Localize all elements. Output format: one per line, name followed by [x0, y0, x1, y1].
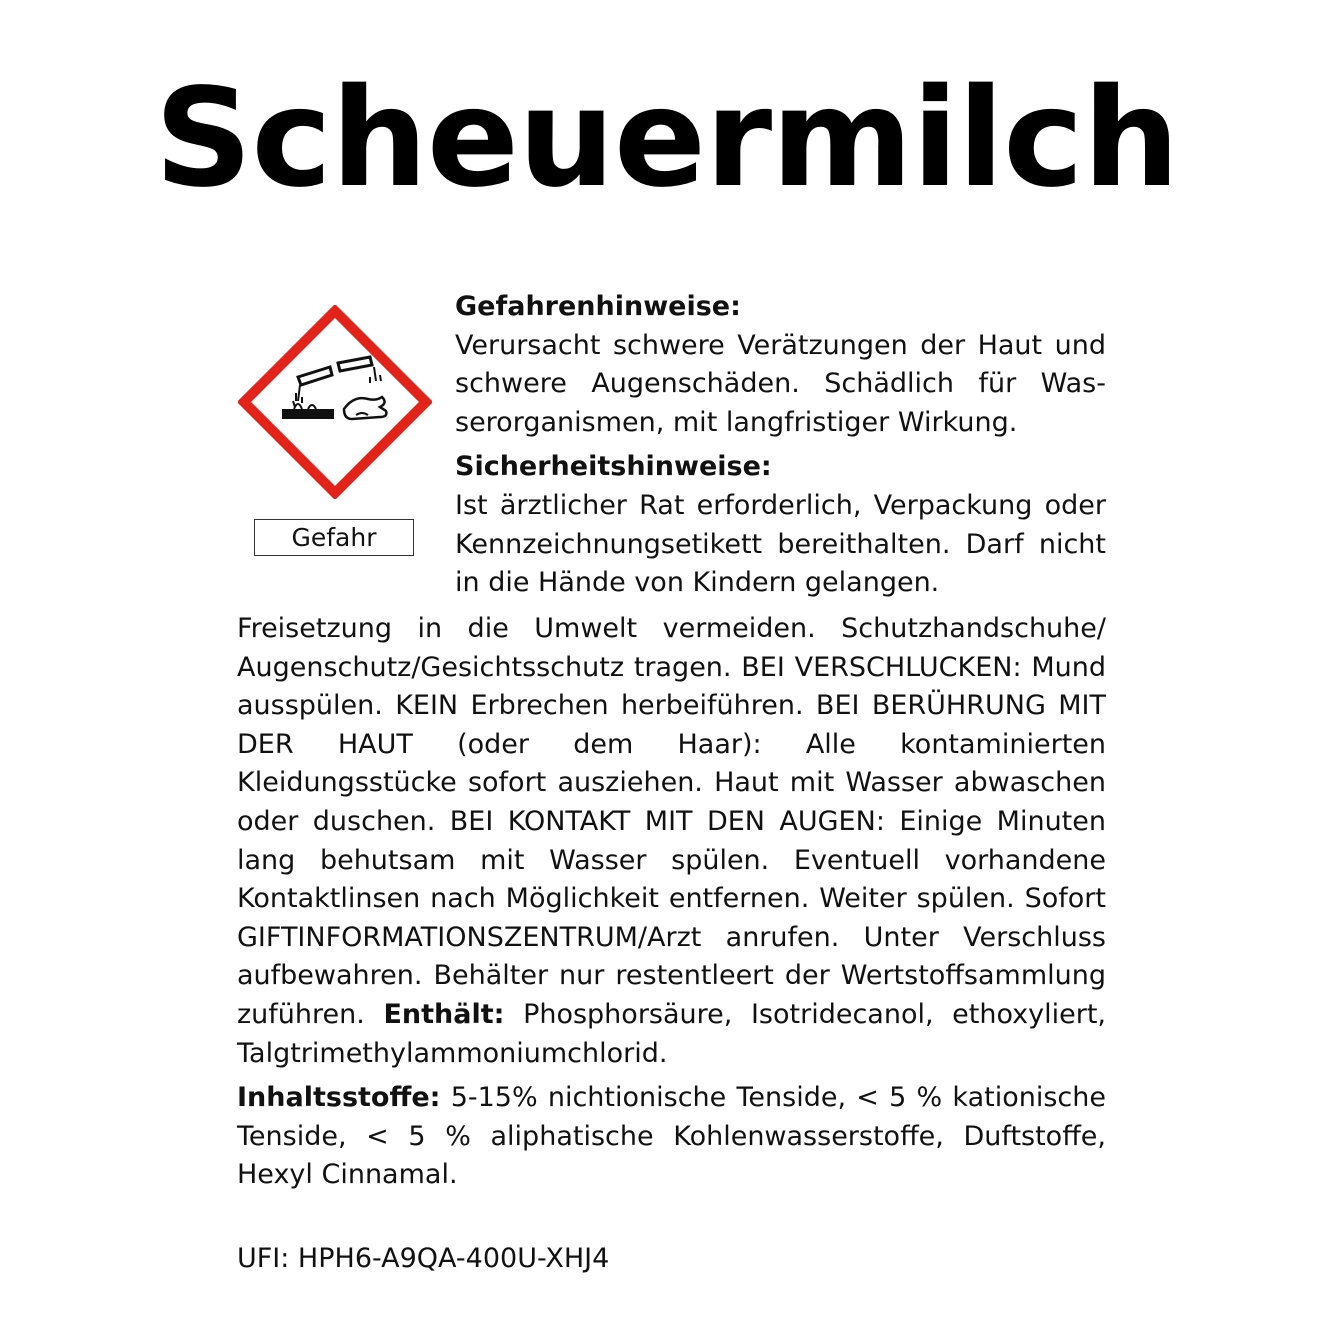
ingredients-label: Inhaltsstoffe: [237, 1082, 441, 1114]
hazard-text: Verursacht schwere Verätzungen der Haut und schwere Augenschäden. Schädlich für Wasserorganismen, mit langfristiger Wirkung. [455, 329, 1106, 438]
ingredients-text: 5-15% nichtionische Tenside, < 5 % kationische Tenside, < 5 % aliphatische Kohlenwasserstoffe, Duftstoffe, Hexyl Cinnamal. [237, 1082, 1106, 1191]
signal-word-box: Gefahr [254, 519, 414, 556]
full-width-text [237, 610, 1106, 1195]
product-title: Scheuermilch [154, 60, 1179, 218]
hazard-heading: Gefahrenhinweise: [455, 291, 741, 322]
ghs05-corrosion-icon [238, 305, 432, 499]
ingredients-paragraph [237, 1079, 1106, 1195]
safety-text-top: Ist ärztlicher Rat erforderlich, Verpackung oder Kennzeichnungsetikett bereithalten. Darf nicht in die Hände von Kindern gelangen. [455, 489, 1106, 599]
safety-text-continued: Freisetzung in die Umwelt vermeiden. Schutzhandschuhe/ Augenschutz/Gesichtsschutz tragen. BEI VERSCHLUCKEN: Mund ausspülen. KEIN Erbrechen herbeiführen. BEI BERÜHRUNG MIT DER HAUT (oder dem Haar): Alle kontaminierten Kleidungsstücke sofort ausziehen. Haut mit Wasser abwaschen oder duschen. BEI KONTAKT MIT DEN AUGEN: Einige Minuten lang behutsam mit Wasser spülen. Eventuell vorhandene Kontaktlinsen nach Möglichkeit entfernen. Weiter spülen. Sofort GIFTINFORMATIONSZENTRUM/Arzt anrufen. Unter Verschluss aufbewahren. Behälter nur restentleert der Wertstoffsammlung zuführen. [237, 613, 1106, 1030]
hazard-and-safety-column [455, 288, 1106, 603]
ufi-code: UFI: HPH6-A9QA-400U-XHJ4 [237, 1243, 610, 1274]
contains-text: Phosphorsäure, Isotridecanol, ethoxyliert, Talgtrimethylammoniumchlorid. [237, 998, 1106, 1069]
safety-heading: Sicherheitshinweise: [455, 451, 772, 483]
contains-label: Enthält: [383, 998, 505, 1030]
safety-contains-paragraph [237, 610, 1106, 1073]
